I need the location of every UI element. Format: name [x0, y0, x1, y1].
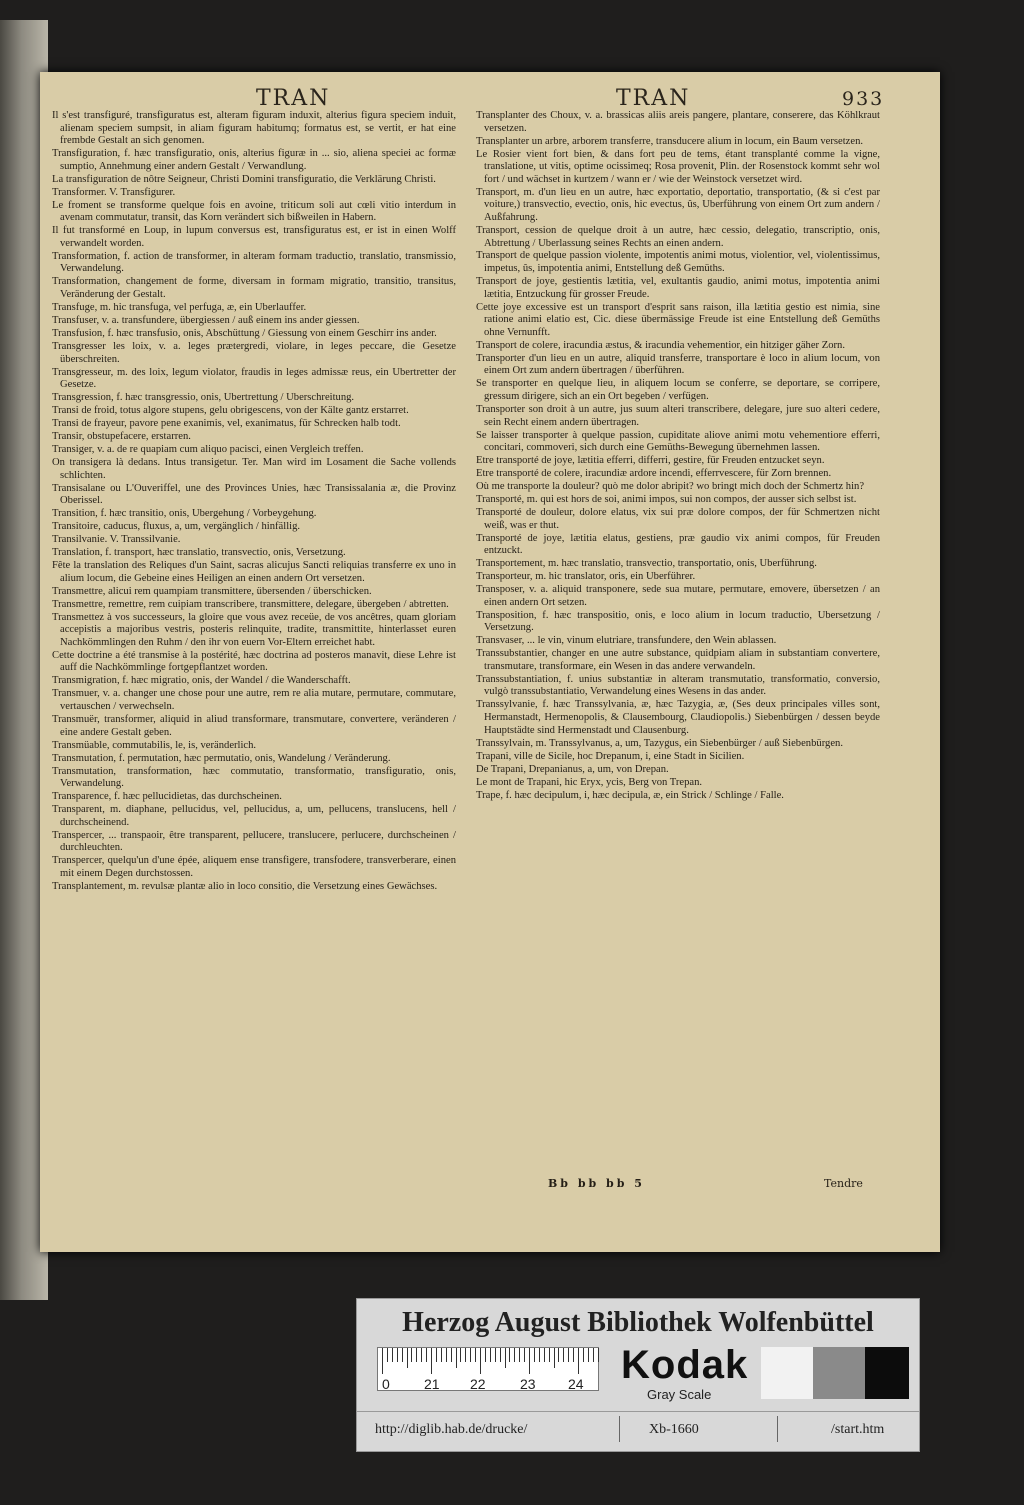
dictionary-entry: Transsubstantier, changer en une autre substance, quidpiam aliam in substantiam convertere, transmutare, transformare, ein Wesen in das andere verwandeln. [476, 648, 880, 672]
dictionary-entry: Transportement, m. hæc translatio, transvectio, transportatio, onis, Uberführung. [476, 558, 817, 570]
ruler-tick [475, 1348, 476, 1362]
ruler-tick [593, 1348, 594, 1362]
dictionary-entry: Transpercer, ... transpaoir, être transparent, pellucere, translucere, perlucere, durchscheinen / durchleuchten. [52, 829, 456, 854]
ruler-tick [426, 1348, 427, 1362]
ruler-number: 23 [520, 1376, 536, 1392]
ruler-tick [490, 1348, 491, 1362]
dictionary-entry: Transilvanie. V. Transsilvanie. [52, 534, 181, 546]
ruler-tick [441, 1348, 442, 1362]
dictionary-entry: Transporter son droit à un autre, jus suum alteri transcribere, delegare, jure suo alteri cedere, sein Recht einem andern übertragen. [476, 403, 880, 428]
right-column [476, 110, 880, 803]
dictionary-entry: Transsylvain, m. Transsylvanus, a, um, Tazygus, ein Siebenbürger / auß Siebenbürgen. [476, 737, 843, 749]
ruler-tick [460, 1348, 461, 1362]
ruler-tick [431, 1348, 432, 1374]
url-row [357, 1411, 919, 1446]
ruler-tick [421, 1348, 422, 1362]
ruler-tick [563, 1348, 564, 1362]
divider [619, 1416, 620, 1442]
dictionary-entry: Transgresseur, m. des loix, legum violator, fraudis in leges admissæ reus, ein Ubertretter der Gesetze. [52, 366, 456, 391]
ruler-tick [558, 1348, 559, 1362]
dictionary-entry: Translation, f. transport, hæc translatio, transvectio, onis, Versetzung. [52, 547, 346, 559]
dictionary-entry: Transport de quelque passion violente, impotentis animi motus, violentior, vel, violentissimus, impetus, ûs, impotentia animi, Entstellung deß Gemüths. [476, 250, 880, 275]
kodak-logo: Kodak [621, 1343, 749, 1387]
dictionary-entry: Transfiguration, f. hæc transfiguratio, onis, alterius figuræ in ... sio, aliena speciei ac formæ sumptio, Annehmung einer andern Gestalt / Verwandlung. [52, 148, 456, 172]
dictionary-entry: Transir, obstupefacere, erstarren. [52, 431, 191, 443]
divider [777, 1416, 778, 1442]
ruler-tick [402, 1348, 403, 1362]
dictionary-entry: Transformation, changement de forme, diversam in formam migratio, transitio, transitus, Veränderung der Gestalt. [52, 276, 456, 301]
dictionary-entry: Fête la translation des Reliques d'un Saint, sacras alicujus Sancti reliquias transferre ex uno in alium locum, die Gebeine eines Heiligen an einen andern Ort versetzen. [52, 560, 456, 584]
gray-swatch-dark [865, 1347, 909, 1399]
dictionary-entry: Transporté de douleur, dolore elatus, vix sui præ dolore compos, der für Schmertzen nicht weiß, was er thut. [476, 507, 880, 531]
dictionary-entry: Transporté, m. qui est hors de soi, animi impos, sui non compos, der ausser sich selbst ist. [476, 494, 857, 506]
dictionary-entry: Transmüable, commutabilis, le, is, veränderlich. [52, 739, 257, 751]
url-text: http://diglib.hab.de/drucke/ [375, 1422, 528, 1437]
ruler-tick [436, 1348, 437, 1362]
dictionary-entry: Transporteur, m. hic translator, oris, ein Uberführer. [476, 571, 696, 583]
dictionary-entry: Transformation, f. action de transformer, in alteram formam traductio, translatio, transmissio, Verwandelung. [52, 250, 456, 275]
dictionary-entry: Transiger, v. a. de re quapiam cum aliquo pacisci, einen Vergleich treffen. [52, 444, 364, 456]
dictionary-entry: Transgression, f. hæc transgressio, onis, Ubertrettung / Uberschreitung. [52, 392, 355, 404]
dictionary-entry: Transgresser les loix, v. a. leges prætergredi, violare, in leges peccare, die Gesetze überschreiten. [52, 340, 456, 365]
dictionary-entry: Transfuge, m. hic transfuga, vel perfuga, æ, ein Uberlauffer. [52, 302, 307, 314]
ruler-tick [451, 1348, 452, 1362]
dictionary-entry: Il s'est transfiguré, transfiguratus est, alteram figuram induxit, alterius figura speciem induit, alienam speciem sumpsit, in aliam figuram habitumq; formatus est, se vertit, er hat eine frembde Gestalt an sich genomen. [52, 110, 456, 147]
ruler-tick [416, 1348, 417, 1362]
dictionary-entry: La transfiguration de nôtre Seigneur, Christi Domini transfiguratio, die Verklärung Christi. [52, 173, 436, 185]
ruler-tick [407, 1348, 408, 1368]
ruler-tick [397, 1348, 398, 1362]
dictionary-entry: Il fut transformé en Loup, in lupum conversus est, transfiguratus est, er ist in einen Wolff verwandelt worden. [52, 225, 456, 249]
signature-mark: Bb bb bb 5 [548, 1177, 645, 1190]
dictionary-entry: Trapani, ville de Sicile, hoc Drepanum, i, eine Stadt in Sicilien. [476, 750, 745, 762]
ruler-tick [500, 1348, 501, 1362]
dictionary-entry: Transport de joye, gestientis lætitia, vel, exultantis gaudio, animi motus, impotentia animi lætitia, Entzuckung für grosser Freude. [476, 276, 880, 300]
dictionary-entry: Transport de colere, iracundia æstus, & iracundia vehementior, ein hitziger gäher Zorn. [476, 339, 845, 351]
ruler-tick [387, 1348, 388, 1362]
dictionary-entry: Transsylvanie, f. hæc Transsylvania, æ, hæc Tazygia, æ, (Ses deux principales villes sont, Hermanstadt, Hermenopolis, & Clausembourg, Claudiopolis.) Siebenbürgen / dessen beyde Hauptstädte sind Hermenstadt und Clausenburg. [476, 699, 880, 736]
dictionary-entry: Transmutation, f. permutation, hæc permutatio, onis, Wandelung / Veränderung. [52, 752, 391, 764]
dictionary-entry: Transvaser, ... le vin, vinum elutriare, transfundere, den Wein ablassen. [476, 635, 777, 647]
dictionary-entry: Transmuer, v. a. changer une chose pour une autre, rem re alia mutare, permutare, commutare, vertauschen / verwechseln. [52, 688, 456, 713]
running-head-right: TRAN [616, 86, 691, 111]
left-column [52, 110, 456, 894]
ruler-tick [554, 1348, 555, 1368]
ruler-tick [514, 1348, 515, 1362]
catchword: Tendre [824, 1177, 863, 1190]
dictionary-entry: Transmettez à vos successeurs, la gloire que vous avez receüe, de vos ancêtres, quam gloriam accepistis a majoribus vestris, posteris relinquite, tradite, transmittite, hinterlasset euren Nachkömmlingen den Ruhm / den ihr von euern Vor-Eltern erreichet habt. [52, 611, 456, 648]
dictionary-entry: Trape, f. hæc decipulum, i, hæc decipula, æ, ein Strick / Schlinge / Falle. [476, 789, 784, 801]
dictionary-entry: Transport, cession de quelque droit à un autre, hæc cessio, delegatio, transcriptio, onis, Abtrettung / Uberlassung seines Rechts an einen andern. [476, 224, 880, 249]
dictionary-entry: Transposition, f. hæc transpositio, onis, e loco alium in locum traductio, Ubersetzung / Versetzung. [476, 609, 880, 634]
dictionary-entry: Le Rosier vient fort bien, & dans fort peu de tems, étant transplanté comme la vigne, translatione, ut vitis, optime ocissimeq; Rosa provenit, Plin. der Rosenstock kommt sehr wol fort / und wächset in kurtzem / wann er / wie der Weinstock versetzet wird. [476, 148, 880, 185]
dictionary-entry: Transparence, f. hæc pellucidietas, das durchscheinen. [52, 791, 282, 803]
ruler-tick [480, 1348, 481, 1374]
page-number: 933 [842, 88, 885, 110]
dictionary-entry: Se laisser transporter à quelque passion, cupiditate aliove animi motu vehementiore efferri, concitari, commoveri, sich durch eine Gemüths-Bewegung übernehmen lassen. [476, 429, 880, 454]
ruler-tick [573, 1348, 574, 1362]
dictionary-entry: De Trapani, Drepanianus, a, um, von Drepan. [476, 763, 669, 775]
dictionary-entry: Cette doctrine a été transmise à la postérité, hæc doctrina ad posteros manavit, diese Lehre ist auff die Nachkömmlinge fortgepflantzet worden. [52, 649, 456, 674]
dictionary-entry: Etre transporté de colere, iracundiæ ardore incendi, efferrvescere, für Zorn brennen. [476, 468, 832, 480]
dictionary-entry: Transmutation, transformation, hæc commutatio, transformatio, transfiguratio, onis, Verwandelung. [52, 765, 456, 790]
gray-scale-label: Gray Scale [647, 1387, 712, 1402]
ruler [377, 1347, 599, 1391]
ruler-number: 21 [424, 1376, 440, 1392]
library-title: Herzog August Bibliothek Wolfenbüttel [402, 1307, 874, 1338]
gray-swatch-mid [813, 1347, 865, 1399]
dictionary-entry: Transsubstantiation, f. unius substantiæ in alteram transmutatio, transformatio, conversio, vulgò transsubstantiatio, Verwandelung eines Wesens in das ander. [476, 673, 880, 698]
ruler-tick [529, 1348, 530, 1374]
dictionary-entry: Transpercer, quelqu'un d'une épée, aliquem ense transfigere, transfodere, transverberare, einen mit einem Degen durchstossen. [52, 855, 456, 879]
ruler-tick [549, 1348, 550, 1362]
running-head-left: TRAN [256, 86, 331, 111]
ruler-tick [524, 1348, 525, 1362]
ruler-tick [485, 1348, 486, 1362]
dictionary-entry: Transmuër, transformer, aliquid in aliud transformare, transmutare, convertere, veränderen / eine andere Gestalt geben. [52, 714, 456, 738]
dictionary-entry: Transformer. V. Transfigurer. [52, 186, 176, 198]
dictionary-entry: On transigera là dedans. Intus transigetur. Ter. Man wird im Losament die Sache vollends schlichten. [52, 457, 456, 481]
ruler-tick [544, 1348, 545, 1362]
dictionary-entry: Transporté de joye, lætitia elatus, gestiens, præ gaudio vix animi compos, für Freuden entzuckt. [476, 532, 880, 557]
ruler-tick [509, 1348, 510, 1362]
dictionary-entry: Transplantement, m. revulsæ plantæ alio in loco consitio, die Versetzung eines Gewächses. [52, 880, 438, 892]
dictionary-entry: Transplanter un arbre, arborem transferre, transducere alium in locum, ein Baum versetzen. [476, 135, 864, 147]
dictionary-entry: Où me transporte la douleur? quò me dolor abripit? wo bringt mich doch der Schmertz hin? [476, 481, 865, 493]
shelfmark: Xb-1660 [649, 1422, 699, 1437]
dictionary-entry: Cette joye excessive est un transport d'esprit sans raison, illa lætitia gestio est nimia, sine ratione animi elatio est, Cic. diese übermässige Freude ist eine Entstellung deß Gemüths ohne Vernunfft. [476, 301, 880, 338]
ruler-tick [568, 1348, 569, 1362]
ruler-tick [465, 1348, 466, 1362]
dictionary-entry: Transi de frayeur, pavore pene exanimis, vel, exanimatus, für Schrecken halb todt. [52, 418, 401, 430]
ruler-tick [578, 1348, 579, 1374]
dictionary-entry: Transplanter des Choux, v. a. brassicas aliis areis pangere, plantare, conserere, das Köhlkraut versetzen. [476, 110, 880, 134]
ruler-tick [446, 1348, 447, 1362]
dictionary-entry: Transisalane ou L'Ouveriffel, une des Provinces Unies, hæc Transissalania æ, die Provinz Oberissel. [52, 482, 456, 507]
dictionary-entry: Transmigration, f. hæc migratio, onis, der Wandel / die Wanderschafft. [52, 675, 351, 687]
dictionary-entry: Transi de froid, totus algore stupens, gelu obrigescens, von der Kälte gantz erstarret. [52, 405, 409, 417]
ruler-tick [519, 1348, 520, 1362]
dictionary-entry: Transfusion, f. hæc transfusio, onis, Abschüttung / Giessung von einem Geschirr ins ander. [52, 328, 437, 339]
ruler-tick [495, 1348, 496, 1362]
dictionary-entry: Le mont de Trapani, hic Eryx, ycis, Berg von Trepan. [476, 776, 703, 788]
ruler-tick [411, 1348, 412, 1362]
dictionary-entry: Transition, f. hæc transitio, onis, Ubergehung / Vorbeygehung. [52, 508, 317, 520]
ruler-tick [392, 1348, 393, 1362]
color-target-card [356, 1298, 920, 1452]
ruler-tick [505, 1348, 506, 1368]
dictionary-entry: Transfuser, v. a. transfundere, übergiessen / auß einem ins ander giessen. [52, 315, 360, 327]
ruler-number: 0 [382, 1376, 390, 1392]
gray-swatch-light [761, 1347, 813, 1399]
ruler-tick [588, 1348, 589, 1362]
ruler-tick [598, 1348, 599, 1362]
dictionary-entry: Etre transporté de joye, lætitia efferri, differri, gestire, für Freuden entzucket seyn. [476, 455, 825, 467]
url-suffix: /start.htm [831, 1422, 885, 1437]
dictionary-entry: Transport, m. d'un lieu en un autre, hæc exportatio, deportatio, transportatio, (& si c'est par voiture,) transvectio, evectio, onis, hic evectus, ûs, Uberführung von einem Ort zum andern / Außfahrung. [476, 186, 880, 223]
ruler-tick [583, 1348, 584, 1362]
ruler-number: 24 [568, 1376, 584, 1392]
dictionary-entry: Transmettre, alicui rem quampiam transmittere, übersenden / überschicken. [52, 585, 372, 597]
dictionary-entry: Transparent, m. diaphane, pellucidus, vel, pellucidus, a, um, pellucens, translucens, hell / durchscheinend. [52, 804, 456, 828]
dictionary-entry: Transmettre, remettre, rem cuipiam transcribere, transmittere, delegare, übergeben / abtretten. [52, 598, 449, 610]
dictionary-entry: Le froment se transforme quelque fois en avoine, triticum soli aut cœli vitio interdum in avenam commutatur, transit, das Korn verändert sich bißweilen in Habern. [52, 199, 456, 224]
ruler-tick [470, 1348, 471, 1362]
ruler-tick [534, 1348, 535, 1362]
dictionary-entry: Transporter d'un lieu en un autre, aliquid transferre, transportare è loco in alium locum, von einem Ort zum andern übertragen / überführen. [476, 352, 880, 377]
dictionary-entry: Transitoire, caducus, fluxus, a, um, vergänglich / hinfällig. [52, 521, 301, 533]
ruler-tick [539, 1348, 540, 1362]
ruler-number: 22 [470, 1376, 486, 1392]
dictionary-entry: Se transporter en quelque lieu, in aliquem locum se conferre, se deportare, se corripere, gressum dirigere, sich an ein Ort begeben / verfügen. [476, 378, 880, 402]
dictionary-entry: Transposer, v. a. aliquid transponere, sede sua mutare, permutare, emovere, übersetzen / an einen andern Ort setzen. [476, 584, 880, 608]
ruler-tick [456, 1348, 457, 1368]
ruler-tick [382, 1348, 383, 1374]
